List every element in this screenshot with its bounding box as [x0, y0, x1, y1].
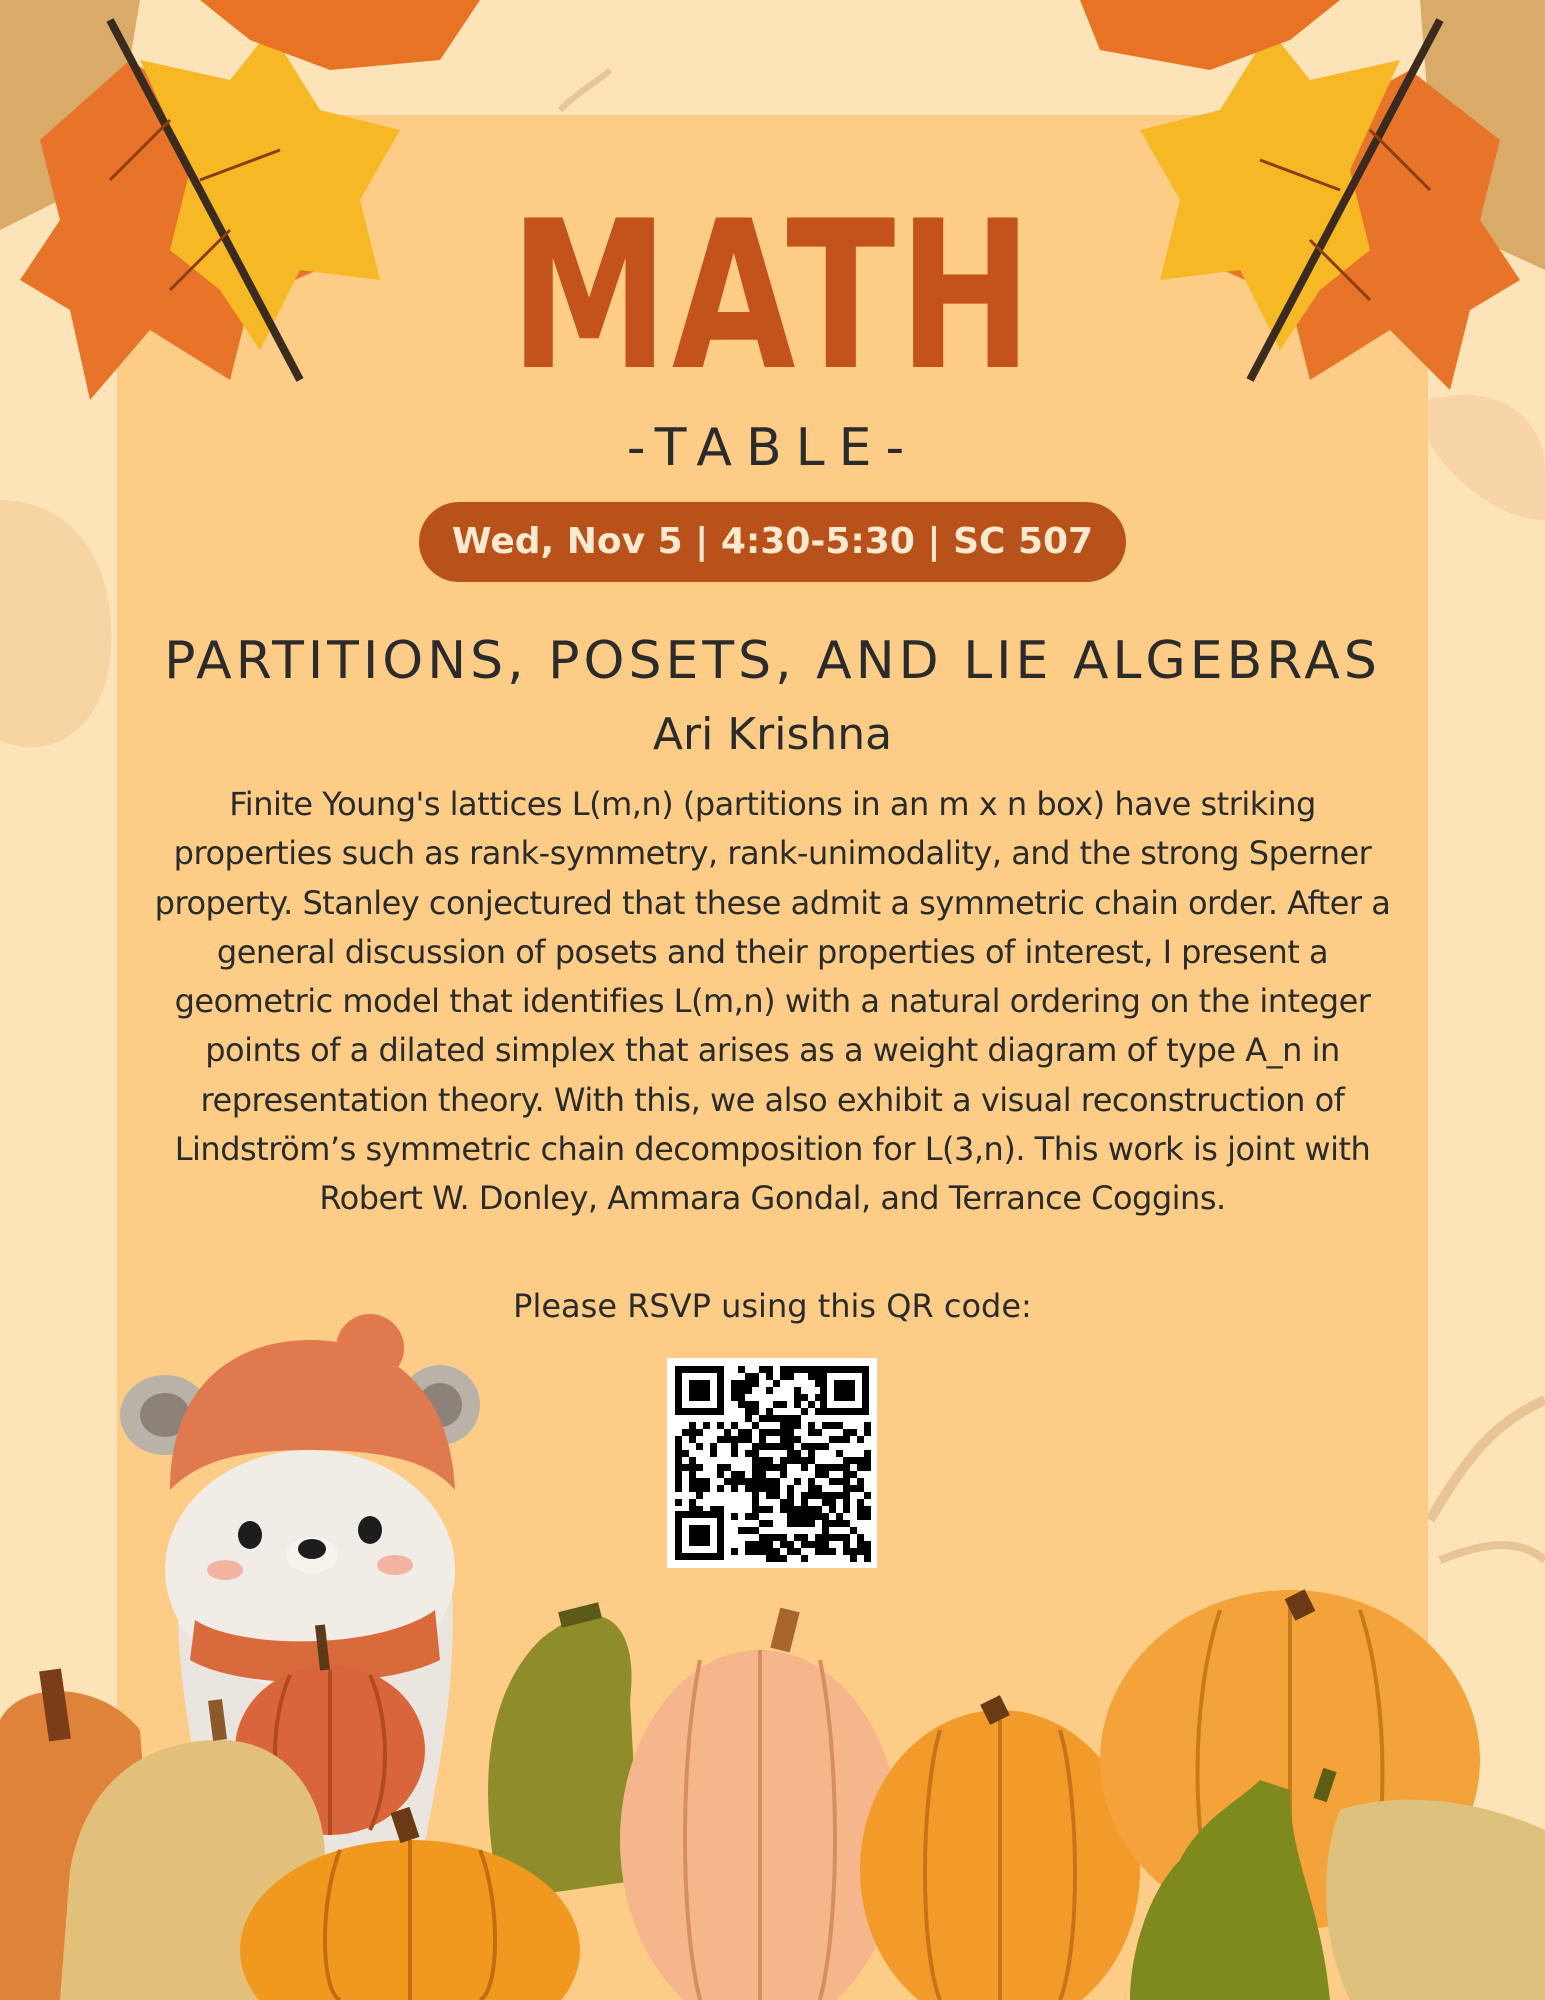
rsvp-instruction: Please RSVP using this QR code: [513, 1287, 1032, 1325]
talk-abstract: Finite Young's lattices L(m,n) (partitions in an m x n box) have striking properties such as rank-symmetry, rank-unimodality, and the strong Sperner property. Stanley conjectured that these admit a symmetric chain order. After a general discussion of posets and their properties of interest, I present a geometric model that identifies L(m,n) with a natural ordering on the integer points of a dilated simplex that arises as a weight diagram of type A_n in representation theory. With this, we also exhibit a visual reconstruction of Lindström’s symmetric chain decomposition for L(3,n). This work is joint with Robert W. Donley, Ammara Gondal, and Terrance Coggins. [154, 785, 1391, 1218]
event-title: MATH [509, 178, 1036, 416]
qr-code-graphic [667, 1358, 877, 1568]
talk-title: PARTITIONS, POSETS, AND LIE ALGEBRAS [164, 631, 1381, 691]
speaker-name: Ari Krishna [652, 709, 893, 760]
qr-code[interactable] [667, 1358, 877, 1568]
event-subtitle: -TABLE- [626, 418, 919, 478]
event-details-badge: Wed, Nov 5 | 4:30-5:30 | SC 507 [419, 502, 1126, 582]
